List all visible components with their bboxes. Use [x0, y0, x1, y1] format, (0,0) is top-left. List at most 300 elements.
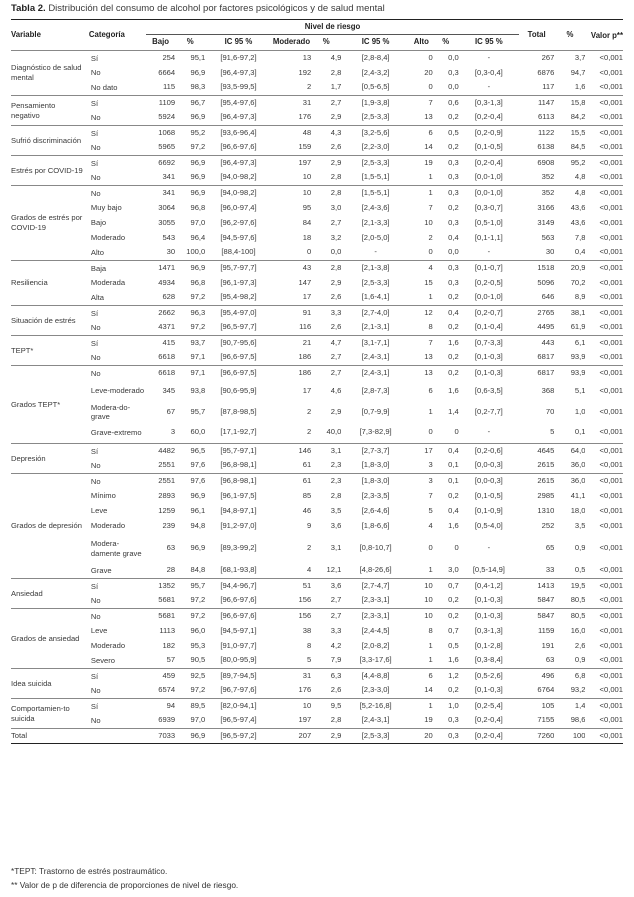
alto-ic-cell: [0,1-0,3] — [474, 595, 503, 605]
moderado-pct-cell: 2,7 — [311, 366, 341, 381]
alto-pct-cell: 1,6 — [433, 336, 459, 351]
bajo-cell: 5681 — [158, 595, 176, 605]
moderado-ic-cell: [1,9-3,8] — [341, 96, 410, 111]
total-pct-cell: 18,0 — [570, 505, 586, 515]
moderado-pct-cell: 3,3 — [330, 625, 342, 635]
bajo-pct-cell: 96,7 — [175, 96, 205, 111]
header-alto-ic: IC 95 % — [474, 37, 503, 47]
total-cell: 496 — [519, 669, 554, 684]
categoria-cell: Moderada — [90, 278, 126, 288]
alto-cell: 8 — [428, 322, 433, 332]
moderado-pct-cell: 2,9 — [311, 729, 341, 744]
categoria-cell: No — [90, 173, 101, 183]
valor-p-cell: <0,001 — [585, 261, 623, 276]
moderado-cell: 197 — [298, 715, 312, 725]
bajo-cell: 6574 — [158, 685, 176, 695]
alto-cell: 0 — [428, 427, 433, 437]
categoria-cell: No — [90, 596, 101, 606]
total-cell: 191 — [541, 640, 555, 650]
valor-p-cell: <0,001 — [599, 352, 623, 362]
valor-p-cell: <0,001 — [599, 427, 623, 437]
bajo-ic-cell: [95,4-98,2] — [220, 292, 257, 302]
alto-ic-cell: [0,1-0,5] — [474, 142, 503, 152]
table-row — [11, 66, 623, 81]
categoria-cell: No — [89, 366, 146, 381]
total-cell: 443 — [519, 336, 554, 351]
alto-pct-cell: 1,0 — [433, 699, 459, 714]
moderado-ic-cell: [0,5-6,5] — [361, 82, 390, 92]
total-pct-cell: 93,9 — [570, 352, 586, 362]
valor-p-cell: <0,001 — [599, 277, 623, 287]
moderado-cell: 207 — [272, 729, 311, 744]
bajo-ic-cell: [94,4-96,7] — [205, 579, 271, 594]
table-row — [11, 519, 623, 534]
valor-p-cell: <0,001 — [585, 729, 623, 744]
alto-ic-cell: [0,6-3,5] — [474, 385, 503, 395]
moderado-pct-cell: 2,7 — [311, 96, 341, 111]
alto-cell: 1 — [428, 172, 433, 182]
alto-pct-cell: 1,2 — [433, 669, 459, 684]
variable-cell: Ansiedad — [11, 579, 89, 609]
moderado-ic-cell: [4,8-26,6] — [359, 565, 392, 575]
moderado-ic-cell: [2,4-3,6] — [361, 202, 390, 212]
categoria-cell: Muy bajo — [90, 203, 122, 213]
alto-cell: 0 — [428, 247, 433, 257]
alto-pct-cell: 0,2 — [448, 292, 459, 302]
bajo-pct-cell: 96,0 — [190, 625, 206, 635]
moderado-cell: 17 — [302, 385, 312, 395]
table-row — [11, 111, 623, 126]
valor-p-cell: <0,001 — [599, 217, 623, 227]
valor-p-cell: <0,001 — [599, 67, 623, 77]
table-row — [11, 216, 623, 231]
bajo-ic-cell: [96,4-97,3] — [205, 156, 271, 171]
total-pct-cell: 15,5 — [554, 126, 585, 141]
alto-cell: 20 — [410, 729, 433, 744]
total-pct-cell: 41,1 — [570, 490, 586, 500]
valor-p-cell: <0,001 — [599, 505, 623, 515]
header-total: Total — [527, 29, 546, 39]
moderado-ic-cell: [2,5-3,3] — [341, 156, 410, 171]
total-cell: 3149 — [537, 217, 555, 227]
alto-pct-cell: 0,4 — [448, 232, 459, 242]
categoria-cell: Moderado — [90, 641, 126, 651]
categoria-cell: Sí — [89, 444, 146, 459]
moderado-ic-cell: [3,1-7,1] — [341, 336, 410, 351]
bajo-pct-cell: 93,7 — [175, 336, 205, 351]
categoria-cell: Alto — [90, 248, 104, 258]
bajo-cell: 341 — [146, 186, 175, 201]
total-pct-cell: 93,9 — [554, 366, 585, 381]
alto-cell: 1 — [410, 186, 433, 201]
total-cell: 1310 — [537, 505, 555, 515]
bajo-ic-cell: [95,4-97,0] — [205, 306, 271, 321]
categoria-cell: Alta — [90, 293, 104, 303]
total-cell: 2615 — [519, 474, 554, 489]
alto-pct-cell: 0,3 — [433, 156, 459, 171]
table-row — [11, 96, 623, 111]
categoria-cell: No — [90, 113, 101, 123]
alto-ic-cell: - — [459, 51, 519, 66]
bajo-ic-cell: [91,6-97,2] — [205, 51, 271, 66]
bajo-pct-cell: 96,9 — [190, 112, 206, 122]
moderado-cell: 51 — [272, 579, 311, 594]
table-row — [11, 261, 623, 276]
table-row — [11, 171, 623, 186]
bajo-cell: 1109 — [146, 96, 175, 111]
total-pct-cell: 80,5 — [554, 609, 585, 624]
bajo-pct-cell: 60,0 — [190, 427, 206, 437]
alto-cell: 7 — [410, 96, 433, 111]
bajo-ic-cell: [96,6-97,5] — [220, 352, 257, 362]
alto-cell: 4 — [428, 520, 433, 530]
alto-pct-cell: 0,3 — [448, 277, 459, 287]
bajo-pct-cell: 96,8 — [190, 277, 206, 287]
table-number: Tabla 2. — [11, 3, 46, 14]
moderado-pct-cell: 2,9 — [330, 406, 342, 416]
total-cell: 63 — [545, 655, 555, 665]
valor-p-cell: <0,001 — [599, 247, 623, 257]
categoria-cell: No — [90, 461, 101, 471]
total-pct-cell: 0,9 — [574, 543, 586, 553]
moderado-cell: 95 — [302, 202, 312, 212]
alto-ic-cell: [0,3-1,3] — [474, 625, 503, 635]
valor-p-cell: <0,001 — [585, 186, 623, 201]
moderado-cell: 2 — [306, 543, 312, 553]
table-row — [11, 201, 623, 216]
alto-cell: 1 — [428, 655, 433, 665]
alto-pct-cell: 0,2 — [448, 352, 459, 362]
total-cell: 1122 — [519, 126, 554, 141]
valor-p-cell: <0,001 — [599, 520, 623, 530]
total-cell: 4645 — [519, 444, 554, 459]
footnote-valor-p: ** Valor de p de diferencia de proporciones de nivel de riesgo. — [11, 880, 239, 890]
total-pct-cell: 1,4 — [554, 699, 585, 714]
table-row — [11, 594, 623, 609]
header-alto: Alto — [413, 37, 429, 47]
moderado-ic-cell: [2,4-3,1] — [361, 352, 390, 362]
total-pct-cell: 80,5 — [570, 595, 586, 605]
categoria-cell: Modera-damente grave — [90, 539, 142, 558]
total-pct-cell: 93,2 — [570, 685, 586, 695]
moderado-ic-cell: [5,2-16,8] — [341, 699, 410, 714]
categoria-cell: No — [90, 323, 101, 333]
bajo-cell: 5681 — [146, 609, 175, 624]
valor-p-cell: <0,001 — [585, 609, 623, 624]
bajo-cell: 2551 — [158, 460, 176, 470]
table-row — [11, 624, 623, 639]
total-pct-cell: 0,9 — [574, 655, 586, 665]
valor-p-cell: <0,001 — [599, 460, 623, 470]
alto-pct-cell: 0,5 — [448, 640, 459, 650]
alto-ic-cell: [0,3-8,4] — [474, 655, 503, 665]
moderado-cell: 186 — [272, 366, 311, 381]
bajo-pct-cell: 95,7 — [190, 406, 206, 416]
alto-ic-cell: [0,7-3,3] — [459, 336, 519, 351]
bajo-cell: 341 — [162, 172, 176, 182]
moderado-pct-cell: 1,7 — [330, 82, 342, 92]
table-row — [11, 534, 623, 564]
moderado-pct-cell: 3,1 — [311, 444, 341, 459]
bajo-cell: 2893 — [158, 490, 176, 500]
moderado-ic-cell: [3,3-17,6] — [359, 655, 392, 665]
bajo-ic-cell: [96,1-97,3] — [220, 277, 257, 287]
alto-ic-cell: [0,2-0,4] — [459, 156, 519, 171]
valor-p-cell: <0,001 — [585, 306, 623, 321]
bajo-ic-cell: [96,2-97,6] — [220, 217, 257, 227]
alto-pct-cell: 0 — [454, 543, 459, 553]
variable-cell: Comportamien-to suicida — [11, 699, 89, 729]
moderado-cell: 61 — [272, 474, 311, 489]
bajo-cell: 543 — [162, 232, 176, 242]
header-moderado-pct: % — [322, 37, 330, 47]
table-row — [11, 699, 623, 714]
table-row — [11, 564, 623, 579]
moderado-ic-cell: [1,5-5,1] — [361, 172, 390, 182]
total-cell: 252 — [541, 520, 555, 530]
categoria-cell: Modera-do-grave — [90, 402, 131, 421]
bajo-cell: 2551 — [146, 474, 175, 489]
total-cell: 6113 — [537, 112, 555, 122]
alto-ic-cell: [0,5-1,0] — [474, 217, 503, 227]
categoria-cell — [89, 729, 146, 744]
moderado-pct-cell: 2,8 — [311, 261, 341, 276]
moderado-ic-cell: [0,7-9,9] — [361, 406, 390, 416]
total-cell: 368 — [541, 385, 555, 395]
moderado-ic-cell: [1,5-5,1] — [341, 186, 410, 201]
moderado-cell: 43 — [272, 261, 311, 276]
moderado-cell: 5 — [306, 655, 312, 665]
moderado-cell: 10 — [272, 699, 311, 714]
bajo-pct-cell: 97,1 — [190, 352, 206, 362]
alto-ic-cell: - — [487, 543, 491, 553]
total-cell: 5847 — [519, 609, 554, 624]
bajo-ic-cell: [89,3-99,2] — [220, 543, 257, 553]
table-row — [11, 246, 623, 261]
alto-cell: 7 — [428, 490, 433, 500]
moderado-cell: 18 — [302, 232, 312, 242]
bajo-cell: 6618 — [146, 366, 175, 381]
valor-p-cell: <0,001 — [599, 142, 623, 152]
total-cell: 352 — [519, 186, 554, 201]
total-pct-cell: 70,2 — [570, 277, 586, 287]
moderado-pct-cell: 2,9 — [330, 277, 342, 287]
moderado-pct-cell: 0,0 — [330, 247, 342, 257]
valor-p-cell: <0,001 — [599, 640, 623, 650]
alto-pct-cell: 0,2 — [448, 322, 459, 332]
moderado-cell: 48 — [272, 126, 311, 141]
bajo-ic-cell: [96,5-97,4] — [220, 715, 257, 725]
moderado-cell: 2 — [306, 406, 312, 416]
bajo-pct-cell: 95,2 — [175, 126, 205, 141]
bajo-pct-cell: 97,2 — [190, 685, 206, 695]
bajo-ic-cell: [68,1-93,8] — [220, 565, 257, 575]
bajo-ic-cell: [96,5-97,7] — [220, 322, 257, 332]
header-bajo-pct: % — [186, 37, 194, 47]
total-pct-cell: 1,6 — [574, 82, 586, 92]
valor-p-cell: <0,001 — [599, 292, 623, 302]
table-row — [11, 141, 623, 156]
bajo-ic-cell: [96,6-97,6] — [220, 595, 257, 605]
table-row — [11, 156, 623, 171]
table-row — [11, 366, 623, 381]
alto-cell: 0 — [428, 543, 433, 553]
table-title — [11, 3, 385, 14]
valor-p-cell: <0,001 — [599, 406, 623, 416]
total-cell: 6908 — [519, 156, 554, 171]
total-pct-cell: 98,6 — [570, 715, 586, 725]
table-row — [11, 609, 623, 624]
moderado-ic-cell: [2,5-3,3] — [361, 112, 390, 122]
total-pct-cell: 6,8 — [554, 669, 585, 684]
table-row — [11, 639, 623, 654]
bajo-ic-cell: [90,7-95,6] — [205, 336, 271, 351]
bajo-ic-cell: [91,0-97,7] — [220, 640, 257, 650]
total-cell: 105 — [519, 699, 554, 714]
moderado-cell: 84 — [302, 217, 312, 227]
alto-cell: 10 — [410, 609, 433, 624]
variable-cell: TEPT* — [11, 336, 89, 366]
total-cell: 5847 — [537, 595, 555, 605]
bajo-pct-cell: 90,5 — [190, 655, 206, 665]
categoria-cell: Sí — [89, 126, 146, 141]
moderado-pct-cell: 3,2 — [330, 232, 342, 242]
bajo-cell: 6939 — [158, 715, 176, 725]
categoria-cell: Sí — [89, 306, 146, 321]
header-nivel-de-riesgo: Nivel de riesgo — [146, 20, 519, 35]
table-row — [11, 291, 623, 306]
variable-cell: Estrés por COVID-19 — [11, 156, 89, 186]
valor-p-cell: <0,001 — [599, 82, 623, 92]
total-cell: 2615 — [537, 460, 555, 470]
total-cell: 7260 — [519, 729, 554, 744]
categoria-cell: Mínimo — [90, 491, 116, 501]
bajo-ic-cell: [96,6-97,6] — [205, 609, 271, 624]
alto-cell: 4 — [410, 261, 433, 276]
bajo-cell: 3055 — [158, 217, 176, 227]
moderado-pct-cell: 2,6 — [330, 142, 342, 152]
bajo-pct-cell: 97,0 — [190, 715, 206, 725]
total-pct-cell: 3,7 — [554, 51, 585, 66]
valor-p-cell: <0,001 — [585, 51, 623, 66]
alto-cell: 6 — [410, 126, 433, 141]
bajo-cell: 415 — [146, 336, 175, 351]
header-moderado-ic: IC 95 % — [361, 37, 390, 47]
moderado-cell: 147 — [298, 277, 312, 287]
header-alto-pct: % — [442, 37, 450, 47]
moderado-ic-cell: [1,8-3,0] — [361, 460, 390, 470]
table-row — [11, 669, 623, 684]
alto-cell: 10 — [424, 595, 433, 605]
moderado-ic-cell: [2,4-3,1] — [341, 366, 410, 381]
total-pct-cell: 64,0 — [554, 444, 585, 459]
alto-cell: 1 — [428, 292, 433, 302]
bajo-pct-cell: 95,7 — [175, 579, 205, 594]
variable-cell: Grados TEPT* — [11, 366, 89, 444]
alto-pct-cell: 0 — [454, 427, 459, 437]
moderado-pct-cell: 2,8 — [330, 67, 342, 77]
alto-ic-cell: [0,1-0,3] — [474, 685, 503, 695]
table-row — [11, 321, 623, 336]
alto-ic-cell: [0,3-0,7] — [474, 202, 503, 212]
bajo-pct-cell: 96,9 — [175, 729, 205, 744]
total-pct-cell: 6,1 — [554, 336, 585, 351]
table-row — [11, 51, 623, 66]
bajo-cell: 6618 — [158, 352, 176, 362]
alto-ic-cell: [0,2-0,7] — [459, 306, 519, 321]
total-cell: 30 — [545, 247, 555, 257]
bajo-pct-cell: 96,9 — [190, 172, 206, 182]
bajo-cell: 2662 — [146, 306, 175, 321]
alto-ic-cell: [0,0-0,3] — [474, 460, 503, 470]
alto-cell: 15 — [424, 277, 433, 287]
variable-cell: Resiliencia — [11, 261, 89, 306]
moderado-pct-cell: 2,8 — [330, 490, 342, 500]
alto-ic-cell: [0,1-0,3] — [459, 609, 519, 624]
total-pct-cell: 1,0 — [574, 406, 586, 416]
table-row — [11, 459, 623, 474]
bajo-pct-cell: 97,1 — [175, 366, 205, 381]
moderado-cell: 2 — [306, 427, 312, 437]
bajo-cell: 1113 — [159, 625, 176, 635]
moderado-ic-cell: [2,6-4,6] — [361, 505, 390, 515]
moderado-pct-cell: 6,3 — [311, 669, 341, 684]
alto-pct-cell: 0,3 — [433, 729, 459, 744]
alto-ic-cell: [0,5-14,9] — [472, 565, 505, 575]
moderado-cell: 159 — [298, 142, 312, 152]
categoria-cell: Sí — [89, 51, 146, 66]
bajo-cell: 30 — [166, 247, 176, 257]
valor-p-cell: <0,001 — [599, 322, 623, 332]
total-cell: 7155 — [537, 715, 555, 725]
total-cell: 5 — [550, 427, 555, 437]
moderado-ic-cell: [4,4-8,8] — [341, 669, 410, 684]
table-row — [11, 186, 623, 201]
alto-pct-cell: 0,6 — [433, 96, 459, 111]
alto-cell: 0 — [428, 82, 433, 92]
total-cell: 6876 — [537, 67, 555, 77]
alto-pct-cell: 0,3 — [433, 186, 459, 201]
total-pct-cell: 36,0 — [570, 460, 586, 470]
alto-pct-cell: 0,0 — [448, 82, 459, 92]
moderado-pct-cell: 2,6 — [330, 292, 342, 302]
alto-ic-cell: [0,2-0,5] — [474, 277, 503, 287]
moderado-cell: 156 — [298, 595, 312, 605]
moderado-cell: 192 — [298, 67, 312, 77]
alto-cell: 3 — [410, 474, 433, 489]
total-cell: 6817 — [519, 366, 554, 381]
total-cell: 352 — [541, 172, 555, 182]
alto-ic-cell: [0,2-0,4] — [459, 729, 519, 744]
moderado-pct-cell: 3,1 — [330, 543, 342, 553]
bajo-ic-cell: [95,7-97,1] — [205, 444, 271, 459]
bajo-pct-cell: 95,1 — [175, 51, 205, 66]
moderado-ic-cell: [2,4-4,5] — [361, 625, 390, 635]
categoria-cell: No — [90, 686, 101, 696]
moderado-pct-cell: 40,0 — [326, 427, 342, 437]
total-pct-cell: 15,8 — [554, 96, 585, 111]
bajo-ic-cell: [94,5-97,1] — [220, 625, 257, 635]
categoria-cell: Baja — [89, 261, 146, 276]
total-cell: 6764 — [537, 685, 555, 695]
moderado-ic-cell: [1,6-4,1] — [361, 292, 390, 302]
moderado-ic-cell: [2,1-3,3] — [361, 217, 390, 227]
alto-ic-cell: [0,1-0,3] — [474, 352, 503, 362]
categoria-cell: Sí — [89, 669, 146, 684]
moderado-pct-cell: 3,0 — [330, 202, 342, 212]
table-row — [11, 381, 623, 402]
bajo-ic-cell: [87,8-98,5] — [220, 406, 257, 416]
